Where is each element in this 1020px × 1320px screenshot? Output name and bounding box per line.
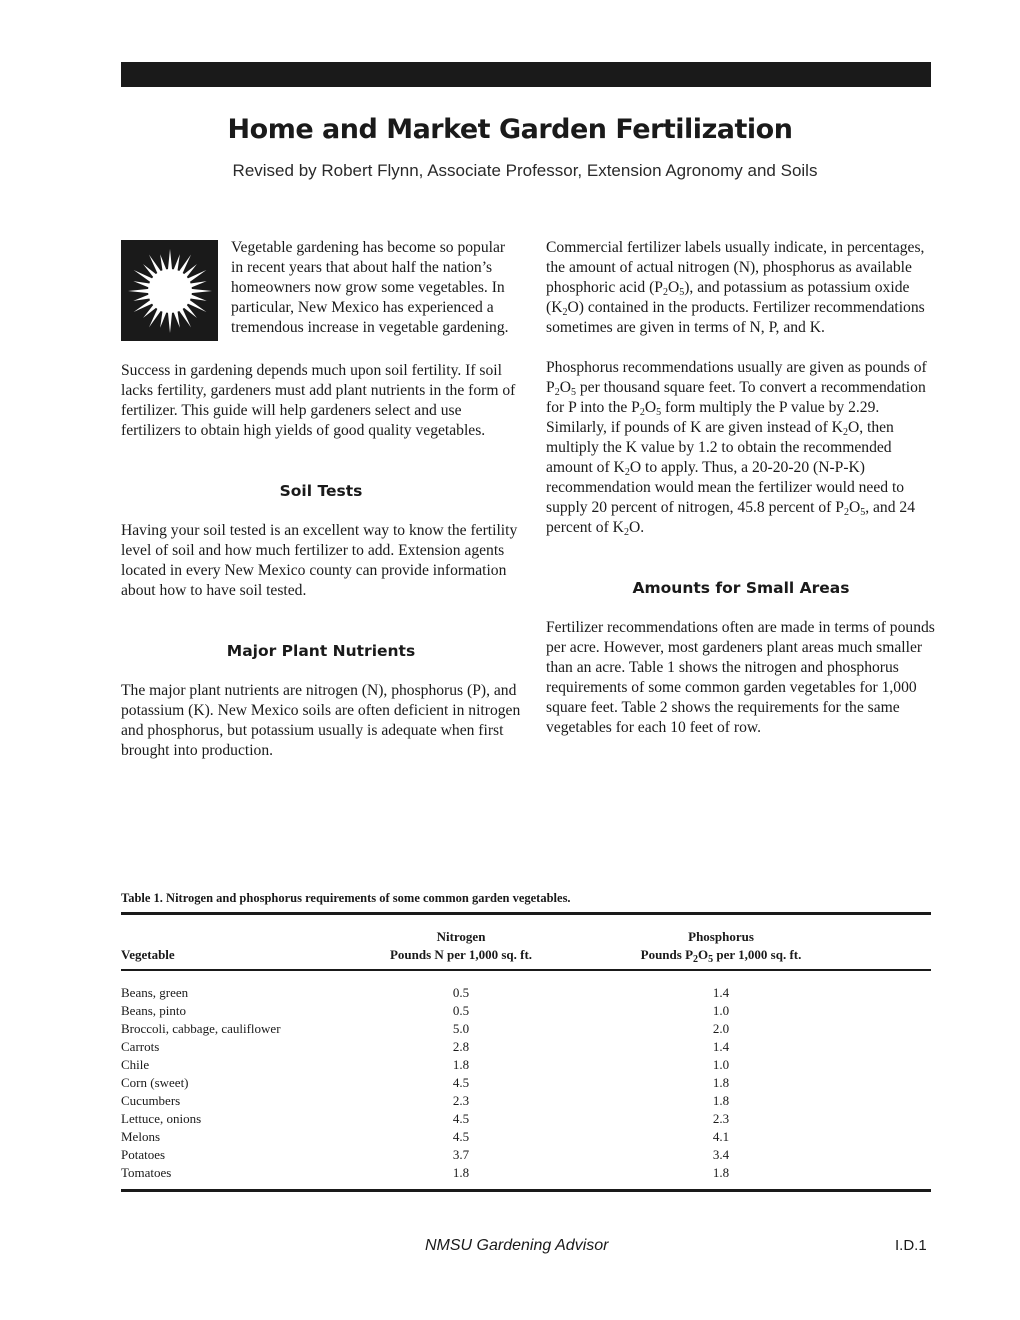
table-body (121, 984, 931, 1182)
table-bottom-rule (121, 1189, 931, 1192)
table-caption: Table 1. Nitrogen and phosphorus requirements of some common garden vegetables. (121, 891, 571, 905)
soil-tests-paragraph: Having your soil tested is an excellent way to know the fertility level of soil and how much fertilizer to add. Extension agents located in every New Mexico county can provide information about how to have soil tested. (121, 522, 518, 599)
soil-fertility-paragraph: Success in gardening depends much upon soil fertility. If soil lacks fertility, gardeners must add plant nutrients in the form of fertilizer. This guide will help gardeners select and use fertilizers to obtain high yields of good quality vegetables. (121, 362, 516, 439)
major-plant-nutrients-heading: Major Plant Nutrients (226, 642, 416, 660)
intro-block (121, 238, 521, 341)
table-row: Broccoli, cabbage, cauliflower 5.0 2.0 (121, 1021, 730, 1036)
soil-tests-heading: Soil Tests (279, 482, 363, 500)
sun-icon (121, 240, 218, 341)
table-row: Beans, pinto 0.5 1.0 (121, 1003, 730, 1018)
author-line: Revised by Robert Flynn, Associate Professor, Extension Agronomy and Soils (232, 161, 818, 180)
page-number: I.D.1 (895, 1237, 927, 1254)
fertilizer-labels-paragraph: Commercial fertilizer labels usually indicate, in percentages, the amount of actual nitrogen (N), phosphorus as available phosphoric acid $(P_2O_5)$, and potassium as potassium oxide $(K_2O)$ contained in the products. Fertilizer recommendations sometimes are given in terms of N, P, and K. (546, 239, 925, 336)
nutrients-paragraph: The major plant nutrients are nitrogen (N), phosphorus (P), and potassium (K). New Mexico soils are often deficient in nitrogen and phosphorus, but potassium usually is adequate when first brought into production. (121, 682, 521, 759)
small-areas-paragraph: Fertilizer recommendations often are made in terms of pounds per acre. However, most gardeners plant areas much smaller than an acre. Table 1 shows the nitrogen and phosphorus requirements of some common garden vegetables for 1,000 square feet. Table 2 shows the requirements for the same vegetables for each 10 feet of row. (546, 619, 935, 736)
intro-paragraph: Vegetable gardening has become so popular in recent years that about half the nation’s homeowners now grow some vegetables. In particular, New Mexico has experienced a tremendous increase in vegetable gardening. (231, 239, 509, 336)
right-column (546, 238, 936, 738)
table-row: Cucumbers 2.3 1.8 (121, 1093, 730, 1108)
header-bar (121, 62, 931, 87)
footer-publication: NMSU Gardening Advisor (425, 1237, 609, 1254)
left-column (121, 238, 521, 761)
amounts-small-areas-heading: Amounts for Small Areas (632, 579, 850, 597)
header-vegetable: Vegetable (121, 947, 175, 962)
table-row: Corn (sweet) 4.5 1.8 (121, 1075, 730, 1090)
table-row: Beans, green 0.5 1.4 (121, 985, 730, 1000)
table-row: Lettuce, onions 4.5 2.3 (121, 1111, 730, 1126)
table-header-rule (121, 969, 931, 971)
page-title: Home and Market Garden Fertilization (227, 114, 793, 145)
table-row: Tomatoes 1.8 1.8 (121, 1165, 730, 1180)
header-phosphorus: Phosphorus Pounds $P_2O_5$ per 1,000 sq. ft. (640, 929, 802, 965)
phosphorus-conversion-paragraph: Phosphorus recommendations usually are given as pounds of $P_2O_5$ per thousand square feet. To convert a recommendation for P into the $P_2O_5$ form multiply the P value by 2.29. Similarly, if pounds of K are given instead of $K_2O$, then multiply the K value by 1.2 to obtain the recommended amount of $K_2O$ to apply. Thus, a 20-20-20 (N-P-K) recommendation would mean the fertilizer would need to supply 20 percent of nitrogen, 45.8 percent of $P_2O_5$, and 24 percent of $K_2O$. (546, 359, 927, 538)
table-row: Potatoes 3.7 3.4 (121, 1147, 730, 1162)
table-row: Melons 4.5 4.1 (121, 1129, 730, 1144)
header-nitrogen: Nitrogen Pounds N per 1,000 sq. ft. (389, 929, 533, 962)
table-top-rule (121, 912, 931, 915)
table-row: Carrots 2.8 1.4 (121, 1039, 730, 1054)
table-row: Chile 1.8 1.0 (121, 1057, 730, 1072)
